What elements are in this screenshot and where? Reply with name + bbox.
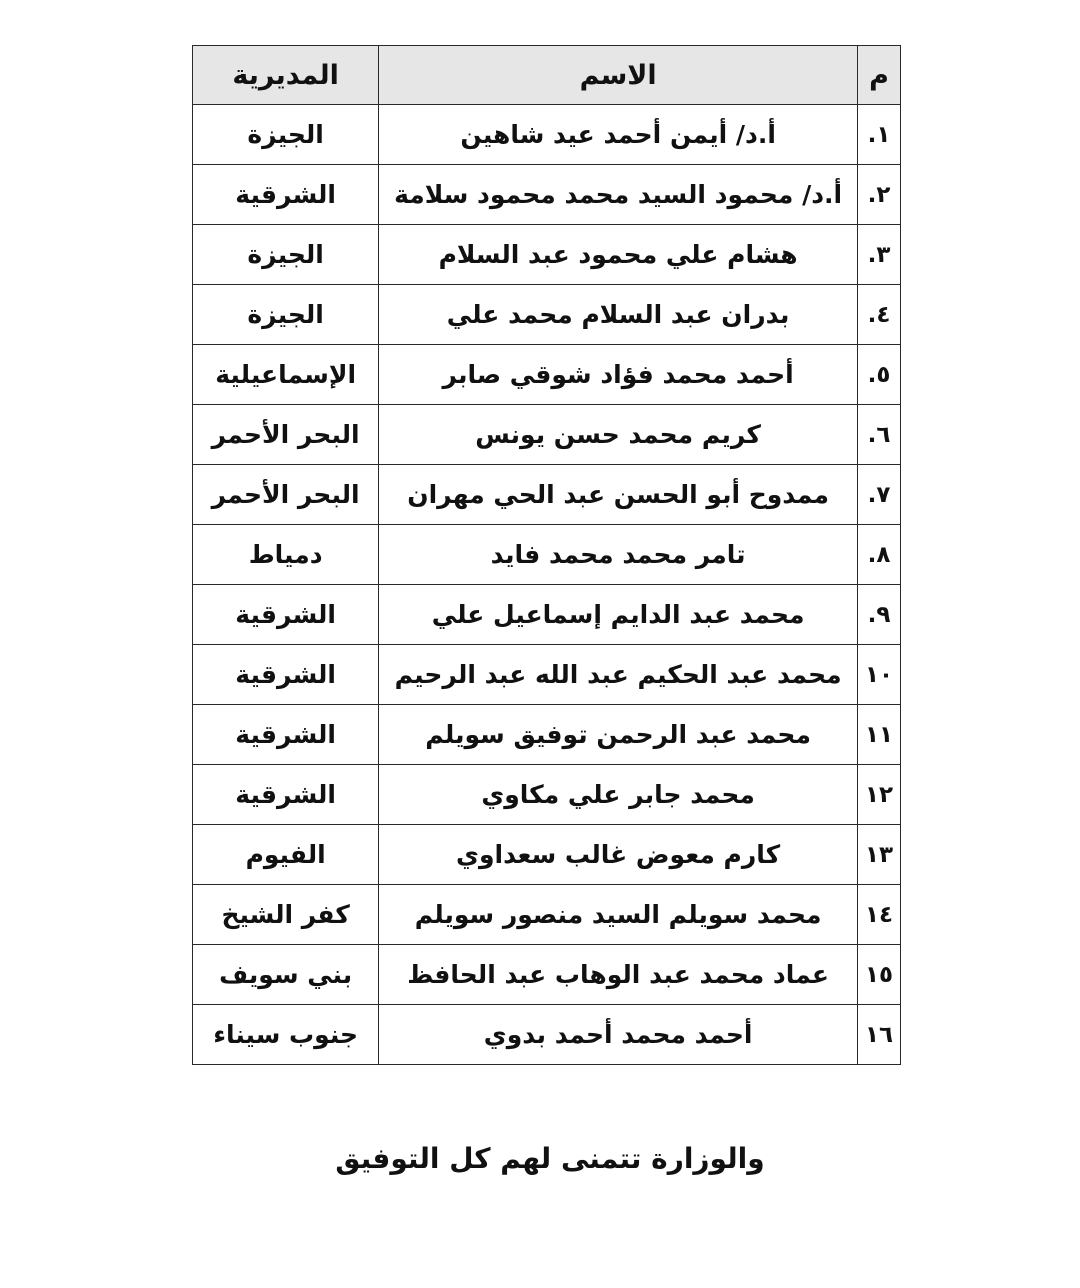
row-number: ١١ [857, 705, 900, 765]
row-directorate: جنوب سيناء [193, 1005, 379, 1065]
table-row [193, 945, 901, 1005]
row-name: ممدوح أبو الحسن عبد الحي مهران [379, 465, 858, 525]
header-num: م [857, 46, 900, 105]
row-directorate: الجيزة [193, 105, 379, 165]
header-directorate: المديرية [193, 46, 379, 105]
row-directorate: الشرقية [193, 585, 379, 645]
row-name: محمد سويلم السيد منصور سويلم [379, 885, 858, 945]
row-number: ٢. [857, 165, 900, 225]
table-row [193, 525, 901, 585]
table-row [193, 105, 901, 165]
table-row [193, 225, 901, 285]
row-directorate: كفر الشيخ [193, 885, 379, 945]
row-number: ١٠ [857, 645, 900, 705]
table-row [193, 885, 901, 945]
row-name: محمد عبد الدايم إسماعيل علي [379, 585, 858, 645]
row-number: ٧. [857, 465, 900, 525]
row-directorate: الشرقية [193, 645, 379, 705]
row-number: ١٣ [857, 825, 900, 885]
row-directorate: الجيزة [193, 285, 379, 345]
row-number: ٨. [857, 525, 900, 585]
row-number: ٩. [857, 585, 900, 645]
row-directorate: دمياط [193, 525, 379, 585]
row-directorate: الإسماعيلية [193, 345, 379, 405]
row-number: ٤. [857, 285, 900, 345]
row-name: هشام علي محمود عبد السلام [379, 225, 858, 285]
table-row [193, 405, 901, 465]
row-number: ١٦ [857, 1005, 900, 1065]
table-row [193, 765, 901, 825]
table-row [193, 285, 901, 345]
row-name: بدران عبد السلام محمد علي [379, 285, 858, 345]
row-name: تامر محمد محمد فايد [379, 525, 858, 585]
row-number: ١٤ [857, 885, 900, 945]
table-row [193, 465, 901, 525]
table-row [193, 645, 901, 705]
row-name: كارم معوض غالب سعداوي [379, 825, 858, 885]
row-name: أحمد محمد فؤاد شوقي صابر [379, 345, 858, 405]
row-name: كريم محمد حسن يونس [379, 405, 858, 465]
table-row [193, 345, 901, 405]
row-name: أ.د/ أيمن أحمد عيد شاهين [379, 105, 858, 165]
row-number: ٥. [857, 345, 900, 405]
row-number: ١٢ [857, 765, 900, 825]
names-table [192, 45, 901, 1065]
table-row [193, 165, 901, 225]
table-row [193, 705, 901, 765]
row-directorate: بني سويف [193, 945, 379, 1005]
row-number: ١٥ [857, 945, 900, 1005]
row-number: ٦. [857, 405, 900, 465]
table-header-row [193, 46, 901, 105]
row-number: ١. [857, 105, 900, 165]
row-directorate: الفيوم [193, 825, 379, 885]
row-name: محمد جابر علي مكاوي [379, 765, 858, 825]
table-row [193, 585, 901, 645]
row-directorate: البحر الأحمر [193, 465, 379, 525]
row-number: ٣. [857, 225, 900, 285]
table-row [193, 825, 901, 885]
row-directorate: الجيزة [193, 225, 379, 285]
row-name: أ.د/ محمود السيد محمد محمود سلامة [379, 165, 858, 225]
row-name: محمد عبد الرحمن توفيق سويلم [379, 705, 858, 765]
row-directorate: الشرقية [193, 165, 379, 225]
row-directorate: الشرقية [193, 705, 379, 765]
table-row [193, 1005, 901, 1065]
row-name: عماد محمد عبد الوهاب عبد الحافظ [379, 945, 858, 1005]
row-directorate: البحر الأحمر [193, 405, 379, 465]
row-name: محمد عبد الحكيم عبد الله عبد الرحيم [379, 645, 858, 705]
row-directorate: الشرقية [193, 765, 379, 825]
row-name: أحمد محمد أحمد بدوي [379, 1005, 858, 1065]
header-name: الاسم [379, 46, 858, 105]
closing-text: والوزارة تتمنى لهم كل التوفيق [335, 1142, 765, 1175]
